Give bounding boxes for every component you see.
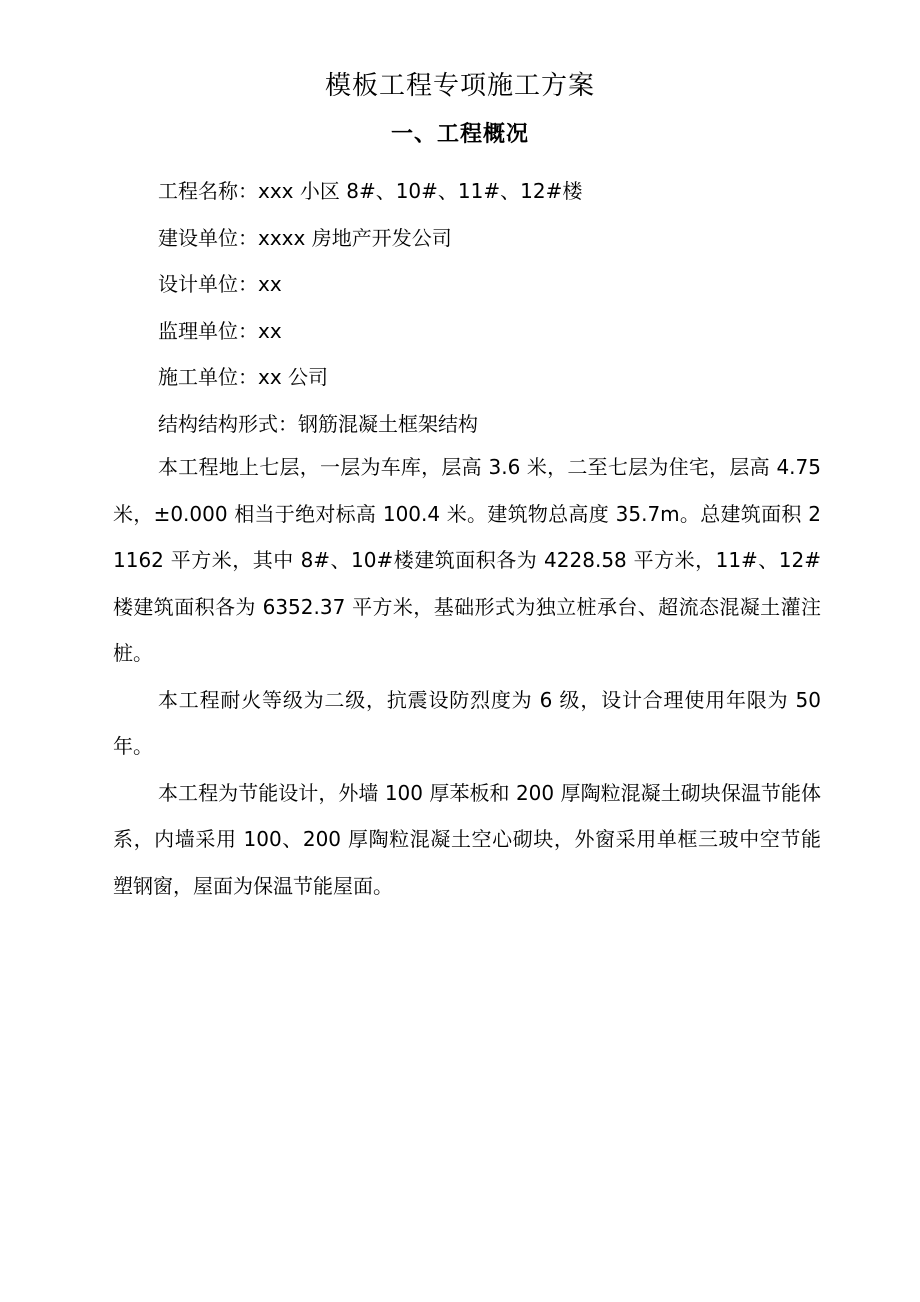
structure-type-line: 结构结构形式：钢筋混凝土框架结构 xyxy=(158,411,478,436)
section-heading: 一、工程概况 xyxy=(390,122,529,147)
designer-line: 设计单位：xx xyxy=(158,272,282,296)
fire-seismic-paragraph: 本工程耐火等级为二级，抗震设防烈度为 6 级，设计合理使用年限为 50 年。 xyxy=(113,687,821,758)
supervisor-line: 监理单位：xx xyxy=(158,318,282,343)
developer-line: 建设单位：xxxx 房地产开发公司 xyxy=(158,225,452,250)
energy-saving-paragraph: 本工程为节能设计，外墙 100 厚苯板和 200 厚陶粒混凝土砌块保温节能体系，内墙采用 100、200 厚陶粒混凝土空心砌块，外窗采用单框三玻中空节能塑钢窗，屋面为保温节能屋面。 xyxy=(113,780,821,898)
building-overview-paragraph: 本工程地上七层，一层为车库，层高 3.6 米，二至七层为住宅，层高 4.75 米，±0.000 相当于绝对标高 100.4 米。建筑物总高度 35.7m。总建筑面积 21162 平方米，其中 8#、10#楼建筑面积各为 4228.58 平方米，11#、12#楼建筑面积各为 6352.37 平方米，基础形式为独立桩承台、超流态混凝土灌注桩。 xyxy=(113,455,821,665)
project-info-list xyxy=(158,168,838,447)
project-name-line: 工程名称：xxx 小区 8#、10#、11#、12#楼 xyxy=(158,179,583,203)
document-title: 模板工程专项施工方案 xyxy=(324,71,595,101)
contractor-line: 施工单位：xx 公司 xyxy=(158,365,329,389)
description-paragraphs xyxy=(113,444,821,909)
